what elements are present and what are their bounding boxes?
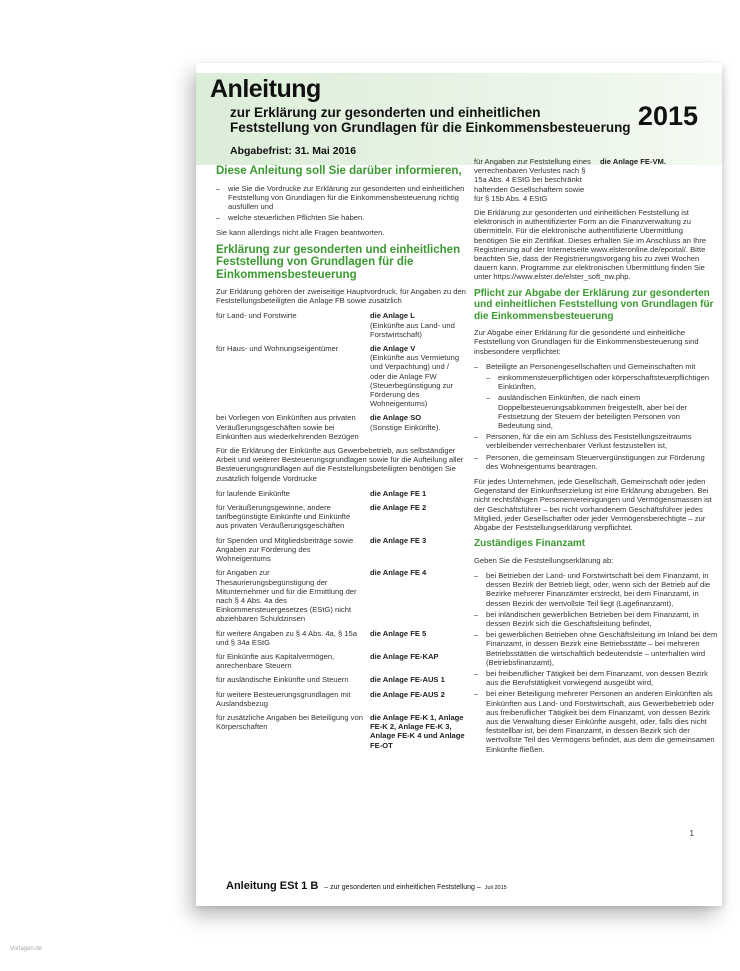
paragraph: Für die Erklärung der Einkünfte aus Gewerbebetrieb, aus selbständiger Arbeit und weiterer Besteuerungsgrundlagen sowie für die Aufteilung aller Besteuerungsgrundlagen auf die Feststellungsbeteiligten benötigen Sie zusätzlich folgende Vordrucke <box>216 446 464 483</box>
intro-note: Sie kann allerdings nicht alle Fragen beantworten. <box>216 228 385 238</box>
list-item: – ausländischen Einkünften, die nach einem Doppelbesteuerungsabkommen freigestellt, aber bei der Festsetzung der Steuern der beteiligten Personen von Bedeutung sind, <box>486 393 718 430</box>
form-row: für weitere Besteuerungsgrundlagen mit Auslandsbezug die Anlage FE-AUS 2 <box>216 689 445 708</box>
office-list <box>474 571 718 754</box>
list-item: – einkommensteuerpflichtigen oder körperschaftsteuerpflichtigen Einkünften, <box>486 373 718 391</box>
list-item: – bei einer Beteiligung mehrerer Personen an anderen Einkünften als Einkünften aus Land- und Forstwirtschaft, aus Gewerbebetrieb oder aus freiberuflicher Tätigkeit bei dem Finanzamt, von dessen Bezirk aus die Verwaltung dieser Einkünfte ausgeht, oder, falls dies nicht feststellbar ist, bei dem Finanzamt, in dessen Bezirk sich der wertvollste Teil des Vermögens befindet, aus dem die gemeinsamen Einkünfte fließen. <box>474 689 718 753</box>
form-row: für laufende Einkünfte die Anlage FE 1 <box>216 488 427 498</box>
list-item: – bei Betrieben der Land- und Forstwirtschaft bei dem Finanzamt, in dessen Bezirk der Betrieb liegt, oder, wenn sich der Betrieb auf die Bezirke mehrerer Finanzämter erstreckt, bei dem Finanzamt, in dessen Bezirk der wertvollste Teil liegt (Lagefinanzamt), <box>474 571 718 608</box>
list-item: – welche steuerlichen Pflichten Sie haben. <box>216 213 466 222</box>
duty-heading: Pflicht zur Abgabe der Erklärung zur gesonderten und einheitlichen Feststellung von Grundlagen für die Einkommensbesteuerung <box>474 287 714 322</box>
intro-list <box>216 184 466 223</box>
form-row: für Land- und Forstwirte die Anlage L (Einkünfte aus Land- und Forstwirtschaft) <box>216 311 455 339</box>
year-label: 2015 <box>637 101 698 131</box>
deadline: Abgabefrist: 31. Mai 2016 <box>230 145 357 157</box>
footer: Anleitung ESt 1 B – zur gesonderten und einheitlichen Feststellung – Juli 2015 <box>226 880 507 892</box>
page-title: Anleitung <box>210 75 321 103</box>
form-row: für zusätzliche Angaben bei Beteiligung von Körperschaften die Anlage FE-K 1, Anlage FE-K 2, Anlage FE-K 3, Anlage FE-K 4 und Anlage FE-OT <box>216 712 465 750</box>
form-row: für Angaben zur Feststellung eines verrechenbaren Verlustes nach § 15a Abs. 4 EStG bei beschränkt haftenden Gesellschaftern sowie für § 15b Abs. 4 EStG die Anlage FE-VM. <box>474 157 666 203</box>
intro-heading: Diese Anleitung soll Sie darüber informieren, <box>216 165 462 177</box>
paragraph: Zur Abgabe einer Erklärung für die gesonderte und einheitliche Feststellung von Grundlagen für die Einkommensbesteuerung sind insbesondere verpflichtet: <box>474 328 699 356</box>
list-item: – bei freiberuflicher Tätigkeit bei dem Finanzamt, von dessen Bezirk aus die Berufstätigkeit vorwiegend ausgeübt wird, <box>474 669 718 687</box>
list-item: – Beteiligte an Personengesellschaften und Gemeinschaften mit – einkommensteuerpflichtigen oder körperschaftsteuerpflichtigen Einkünften, – ausländischen Einkünften, die nach einem Doppelbesteuerungsabkommen freigestellt, aber bei der Festsetzung der Steuern der beteiligten Personen von Bedeutung sind, <box>474 362 718 430</box>
paragraph: Die Erklärung zur gesonderten und einheitlichen Feststellung ist elektronisch in authentifizierter Form an die Finanzverwaltung zu übermitteln. Für die elektronische authentifizierte Übermittlung benötigen Sie ein Zertifikat. Dieses erhalten Sie im Anschluss an Ihre Registrierung auf der Internetseite www.elsteronline.de/eportal/. Bitte beachten Sie, dass der Registrierungsvorgang bis zu zwei Wochen dauern kann. Programme zur elektronischen Übermittlung finden Sie unter https://www.elster.de/elster_soft_nw.php. <box>474 208 707 282</box>
form-row: für Einkünfte aus Kapitalvermögen, anrechenbare Steuern die Anlage FE-KAP <box>216 651 439 671</box>
list-item: – bei gewerblichen Betrieben ohne Geschäftsleitung im Inland bei dem Finanzamt, in dessen Bezirk eine Betriebsstätte – bei mehreren Betriebsstätten die wirtschaftlich bedeutendste – unterhalten wird (Betriebsfinanzamt), <box>474 630 718 667</box>
paragraph: Zur Erklärung gehören der zweiseitige Hauptvordruck, für Angaben zu den Feststellungsbeteiligten die Anlage FB sowie zusätzlich <box>216 287 466 306</box>
list-item: – Personen, die gemeinsam Steuervergünstigungen zur Förderung des Wohneigentums beantragen. <box>474 453 718 471</box>
form-row: für ausländische Einkünfte und Steuern die Anlage FE-AUS 1 <box>216 675 445 685</box>
document-page <box>196 63 722 906</box>
paragraph: Für jedes Unternehmen, jede Gesellschaft, Gemeinschaft oder jeden Gegenstand der Einkunftserzielung ist eine Erklärung abzugeben. Bei nicht rechtsfähigen Personenvereinigungen und Vermögensmassen ist der Geschäftsführer – bei nicht vorhandenem Geschäftsführer jedes Mitglied, jeder Gesellschafter oder jeder Vermögensberechtigte – zur Abgabe der Feststellungserklärung verpflichtet. <box>474 476 712 532</box>
form-row: für Angaben zur Thesaurierungsbegünstigung der Mitunternehmer und für die Ermittlung der nach § 4 Abs. 4a des Einkommensteuergesetzes (EStG) nicht abziehbaren Schuldzinsen die Anlage FE 4 <box>216 568 427 624</box>
watermark: Vorlagen.de <box>10 946 43 952</box>
page-number: 1 <box>689 829 694 838</box>
list-item: – bei inländischen gewerblichen Betrieben bei dem Finanzamt, in dessen Bezirk sich die Geschäftsleitung befindet, <box>474 610 718 628</box>
page-subtitle: zur Erklärung zur gesonderten und einheitlichen Feststellung von Grundlagen für die Einkommensbesteuerung <box>230 105 631 135</box>
paragraph: Geben Sie die Feststellungserklärung ab: <box>474 555 614 565</box>
form-row: für Veräußerungsgewinne, andere tarifbegünstigte Einkünfte und Einkünfte aus privaten Veräußerungsgeschäften die Anlage FE 2 <box>216 503 427 531</box>
office-heading: Zuständiges Finanzamt <box>474 538 586 550</box>
left-column <box>216 161 466 755</box>
form-row: bei Vorliegen von Einkünften aus privaten Veräußerungsgeschäften sowie bei Einkünften aus wiederkehrenden Bezügen die Anlage SO (Sonstige Einkünfte). <box>216 413 441 441</box>
section-heading: Erklärung zur gesonderten und einheitlichen Feststellung von Grundlagen für die Einkommensbesteuerung <box>216 243 461 281</box>
form-row: für Spenden und Mitgliedsbeiträge sowie Angaben zur Förderung des Wohneigentums die Anlage FE 3 <box>216 535 427 564</box>
right-column <box>474 157 718 760</box>
form-row: für Haus- und Wohnungseigentümer die Anlage V (Einkünfte aus Vermietung und Verpachtung) und / oder die Anlage FW (Steuerbegünstigung zur Förderung des Wohneigentums) <box>216 344 460 409</box>
list-item: – wie Sie die Vordrucke zur Erklärung zur gesonderten und einheitlichen Feststellung von Grundlagen für die Einkommensbesteuerung richtig ausfüllen und <box>216 184 466 212</box>
list-item: – Personen, für die ein am Schluss des Feststellungszeitraums verbleibender verrechenbarer Verlust festzustellen ist, <box>474 432 718 450</box>
duty-list <box>474 362 718 471</box>
form-row: für weitere Angaben zu § 4 Abs. 4a, § 15a und § 34a EStG die Anlage FE 5 <box>216 628 427 647</box>
